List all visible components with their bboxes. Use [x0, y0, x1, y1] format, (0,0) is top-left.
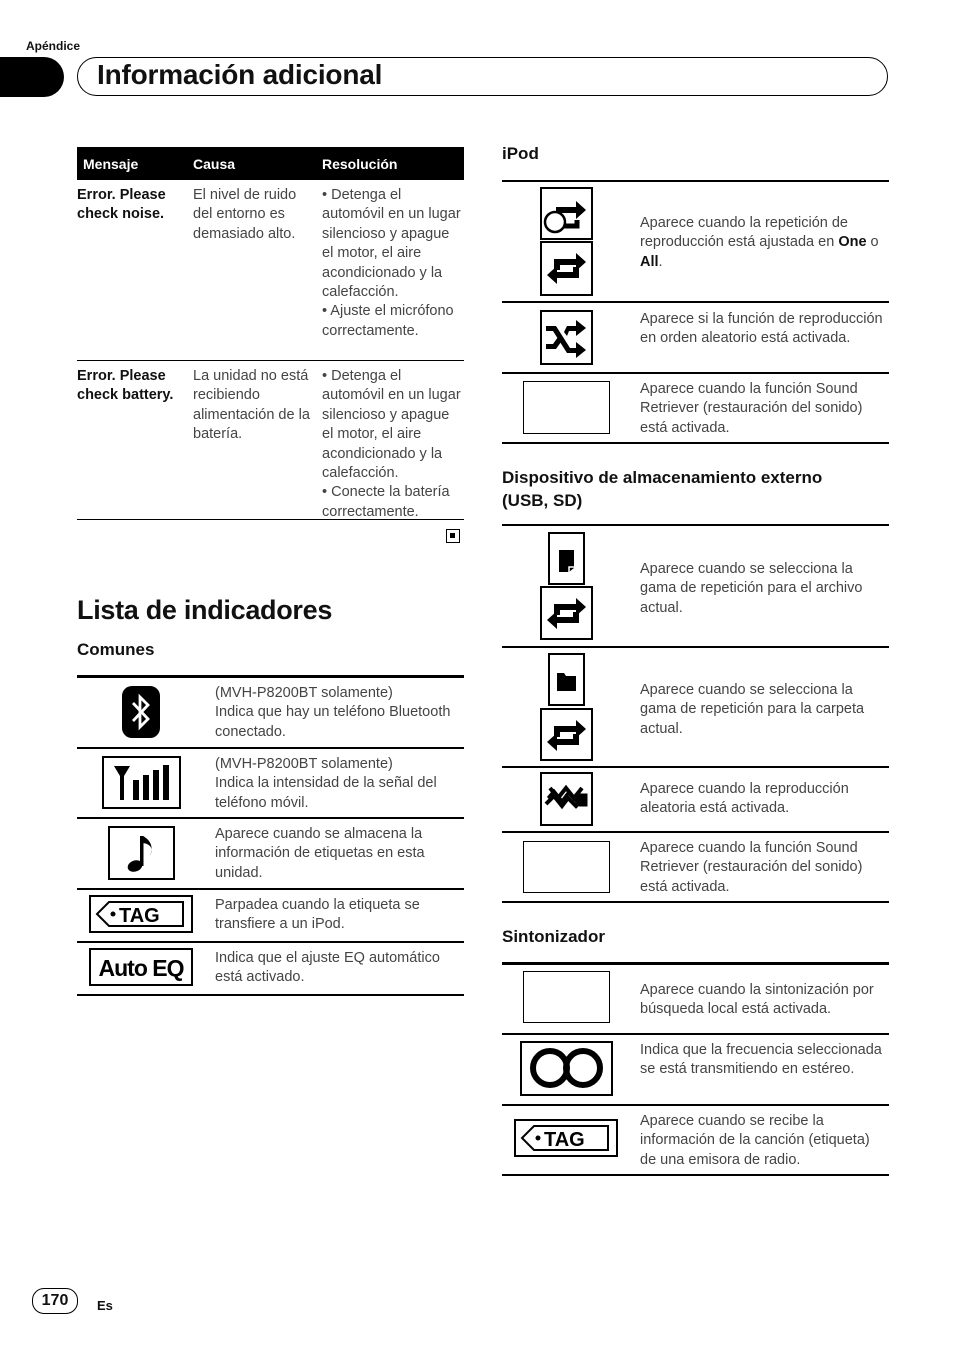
page-title: Información adicional — [97, 59, 383, 90]
error-table-header — [77, 147, 464, 180]
error-resolution: • Detenga el automóvil en un lugar silencioso y apague el motor, el aire acondicionado y la calefacción. • Ajuste el micrófono correctamente. — [322, 187, 461, 339]
tag-label: TAG — [119, 905, 160, 927]
error-resolution: • Detenga el automóvil en un lugar silencioso y apague el motor, el aire acondicionado y la calefacción. • Conecte la batería correctamente. — [322, 368, 461, 520]
repeat-all-icon — [540, 241, 593, 296]
subsection-heading-ipod: iPod — [502, 144, 539, 163]
table-row — [502, 374, 889, 444]
section-label: Apéndice — [26, 39, 81, 53]
desc-connector: o — [866, 234, 879, 251]
table-row — [502, 833, 889, 903]
table-row — [77, 678, 464, 749]
table-row — [502, 768, 889, 833]
table-row — [77, 180, 464, 361]
file-icon — [548, 532, 585, 585]
signal-strength-icon — [102, 756, 181, 809]
error-cause: La unidad no está recibiendo alimentación de la batería. — [193, 368, 310, 443]
shuffle-icon — [540, 310, 593, 365]
ipod-indicators-table — [502, 180, 889, 444]
column-header-message: Mensaje — [83, 156, 139, 172]
repeat-icon — [540, 708, 593, 761]
table-row — [77, 943, 464, 996]
music-note-icon — [108, 826, 175, 880]
table-row — [502, 1106, 889, 1176]
indicator-description: Aparece cuando se selecciona la gama de repetición para la carpeta actual. — [640, 682, 865, 737]
error-message: Error. Please check noise. — [77, 187, 166, 223]
tag-icon — [514, 1119, 618, 1157]
indicator-description: Aparece cuando la reproducción aleatoria está activada. — [640, 781, 849, 817]
page-number: 170 — [32, 1288, 78, 1314]
sound-retriever-indicator — [523, 381, 610, 434]
indicator-description: Aparece cuando la función Sound Retriever (restauración del sonido) está activada. — [640, 381, 863, 436]
indicator-description: Aparece cuando la función Sound Retriever (restauración del sonido) está activada. — [640, 840, 863, 895]
table-row — [502, 965, 889, 1035]
table-row — [77, 890, 464, 943]
common-indicators-table — [77, 675, 464, 996]
table-row — [77, 749, 464, 819]
subsection-heading-common: Comunes — [77, 640, 155, 659]
desc-bold-all: All — [640, 253, 659, 270]
table-row — [77, 361, 464, 520]
indicator-description: Parpadea cuando la etiqueta se transfiere a un iPod. — [215, 897, 420, 933]
indicator-description: Aparece cuando se recibe la información de la canción (etiqueta) de una emisora de radio. — [640, 1113, 870, 1168]
table-row — [502, 526, 889, 648]
column-header-cause: Causa — [193, 156, 236, 172]
auto-eq-label: Auto EQ — [98, 955, 184, 981]
local-seek-indicator — [523, 971, 610, 1023]
desc-text: Aparece cuando la repetición de reproducción está ajustada en — [640, 215, 848, 251]
tag-label: TAG — [544, 1129, 585, 1151]
desc-text-end: . — [658, 253, 663, 270]
storage-indicators-table — [502, 524, 889, 903]
error-cause: El nivel de ruido del entorno es demasiado alto. — [193, 187, 297, 242]
table-row — [502, 303, 889, 374]
folder-icon — [548, 653, 585, 706]
indicator-description: Indica que la frecuencia seleccionada se está transmitiendo en estéreo. — [640, 1042, 882, 1078]
auto-eq-icon — [89, 948, 193, 986]
end-of-section-icon — [446, 529, 460, 543]
table-row — [502, 648, 889, 768]
indicator-description: Aparece cuando se almacena la información de etiquetas en esta unidad. — [215, 826, 425, 881]
tuner-indicators-table — [502, 962, 889, 1176]
indicator-description: Aparece si la función de reproducción en orden aleatorio está activada. — [640, 311, 883, 347]
tag-icon — [89, 895, 193, 933]
indicator-description: Indica que hay un teléfono Bluetooth conectado. — [215, 704, 451, 740]
stereo-icon — [520, 1041, 613, 1096]
section-tab — [0, 57, 64, 97]
subsection-heading-storage: Dispositivo de almacenamiento externo (USB, SD) — [502, 468, 823, 510]
language-code: Es — [97, 1298, 113, 1313]
model-note: (MVH-P8200BT solamente) — [215, 685, 393, 701]
random-icon — [540, 772, 593, 826]
subsection-heading-tuner: Sintonizador — [502, 927, 605, 946]
table-row — [77, 819, 464, 890]
desc-bold-one: One — [838, 234, 867, 251]
table-row — [502, 182, 889, 303]
indicator-description: Indica la intensidad de la señal del teléfono móvil. — [215, 775, 437, 811]
repeat-one-icon — [540, 187, 593, 240]
indicator-description: Indica que el ajuste EQ automático está activado. — [215, 950, 440, 986]
indicator-description: Aparece cuando la sintonización por búsqueda local está activada. — [640, 982, 874, 1018]
repeat-icon — [540, 586, 593, 640]
column-header-resolution: Resolución — [322, 156, 398, 172]
bluetooth-icon — [122, 686, 160, 738]
model-note: (MVH-P8200BT solamente) — [215, 756, 393, 772]
error-message: Error. Please check battery. — [77, 368, 174, 404]
indicator-description: Aparece cuando se selecciona la gama de repetición para el archivo actual. — [640, 561, 863, 616]
section-heading: Lista de indicadores — [77, 595, 333, 625]
table-row — [502, 1035, 889, 1106]
sound-retriever-indicator — [523, 841, 610, 893]
indicator-description — [640, 214, 885, 272]
error-table — [77, 147, 464, 520]
